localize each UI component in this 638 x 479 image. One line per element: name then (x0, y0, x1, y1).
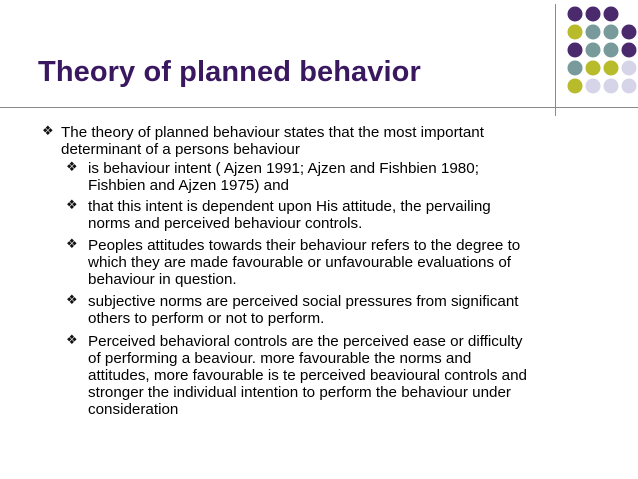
bullet-text: The theory of planned behaviour states that the most important determinant of a persons behaviour (61, 124, 484, 158)
bullet-marker: ❖ (42, 124, 54, 139)
bullet-text: Perceived behavioral controls are the perceived ease or difficulty of performing a beaviour. more favourable the norms and attitudes, more favourable is te perceived beavioural controls and stronger the individual intention to perform the behaviour under consideration (88, 333, 527, 418)
bullet-item-5 (0, 293, 638, 329)
bullet-marker: ❖ (66, 198, 78, 213)
bullet-marker: ❖ (66, 293, 78, 308)
decorative-dot (604, 25, 619, 40)
decorative-dot (604, 7, 619, 22)
decorative-dot (604, 61, 619, 76)
decorative-dot (586, 43, 601, 58)
bullet-marker: ❖ (66, 160, 78, 175)
decorative-dot (568, 79, 583, 94)
decorative-dot (622, 43, 637, 58)
decorative-dot (568, 7, 583, 22)
decorative-dot (568, 43, 583, 58)
decorative-dot (568, 25, 583, 40)
bullet-item-6 (0, 333, 638, 421)
bullet-text: that this intent is dependent upon His attitude, the pervailing norms and perceived behaviour controls. (88, 198, 491, 232)
decorative-dot (604, 43, 619, 58)
slide-title: Theory of planned behavior (38, 56, 421, 88)
bullet-text: Peoples attitudes towards their behaviour refers to the degree to which they are made favourable or unfavourable evaluations of behaviour in question. (88, 237, 521, 288)
decorative-dot (604, 79, 619, 94)
bullet-item-1 (0, 124, 638, 160)
bullet-item-2 (0, 160, 638, 196)
decorative-dot (586, 7, 601, 22)
bullet-item-3 (0, 198, 638, 234)
decorative-dot (586, 61, 601, 76)
decorative-dot (586, 25, 601, 40)
decorative-dot (622, 25, 637, 40)
decorative-dot (586, 79, 601, 94)
bullet-marker: ❖ (66, 237, 78, 252)
decorative-dot (622, 79, 637, 94)
bullet-item-4 (0, 237, 638, 289)
bullet-marker: ❖ (66, 333, 78, 348)
bullet-text: is behaviour intent ( Ajzen 1991; Ajzen and Fishbien 1980; Fishbien and Ajzen 1975) and (88, 160, 479, 194)
bullet-text: subjective norms are perceived social pressures from significant others to perform or not to perform. (88, 293, 519, 327)
decorative-dot (622, 61, 637, 76)
decorative-dot (568, 61, 583, 76)
